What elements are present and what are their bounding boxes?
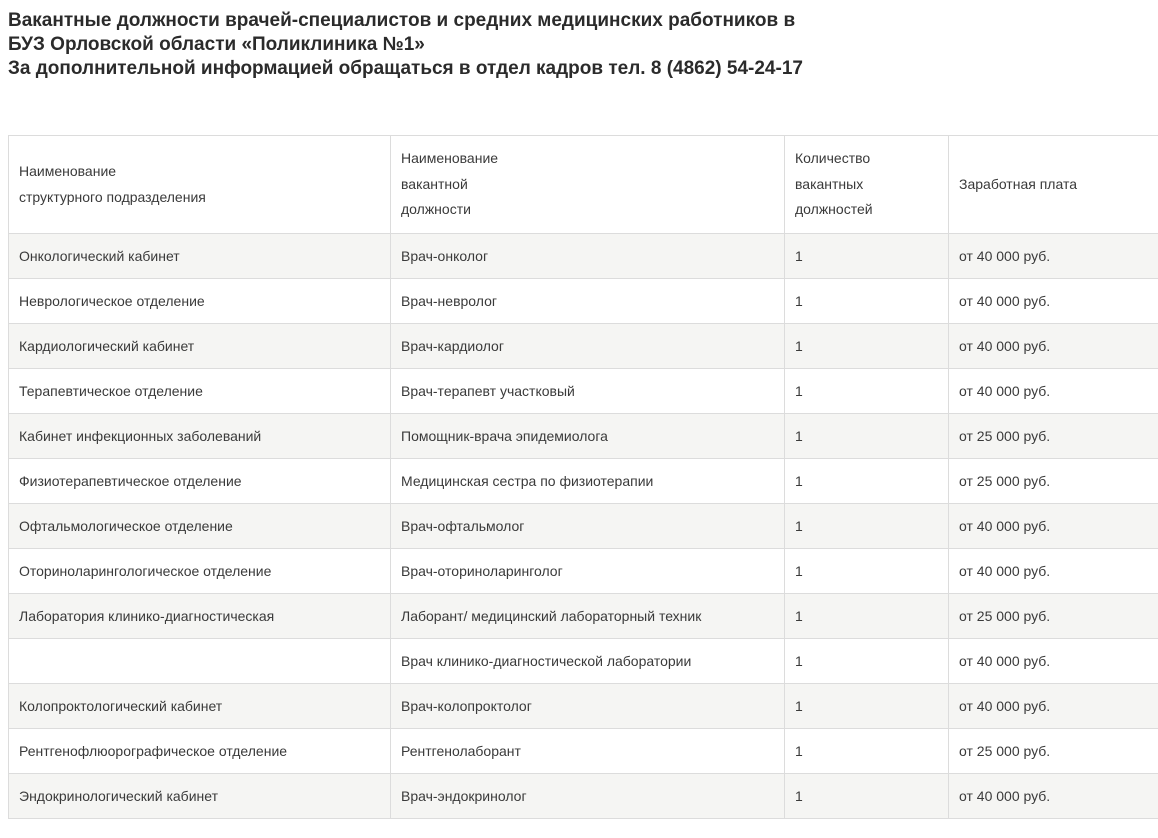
cell-count: 1: [785, 324, 949, 369]
cell-salary: от 40 000 руб.: [949, 684, 1158, 729]
vacancies-table: [8, 135, 1158, 819]
cell-position: Рентгенолаборант: [391, 729, 785, 774]
cell-count: 1: [785, 774, 949, 819]
cell-salary: от 25 000 руб.: [949, 594, 1158, 639]
cell-department: Рентгенофлюорографическое отделение: [9, 729, 391, 774]
cell-department: Кардиологический кабинет: [9, 324, 391, 369]
table-header-row: [9, 136, 1158, 234]
cell-salary: от 40 000 руб.: [949, 639, 1158, 684]
cell-position: Врач-терапевт участковый: [391, 369, 785, 414]
cell-count: 1: [785, 459, 949, 504]
table-row: [9, 594, 1158, 639]
cell-count: 1: [785, 639, 949, 684]
cell-count: 1: [785, 279, 949, 324]
cell-department: Кабинет инфекционных заболеваний: [9, 414, 391, 459]
cell-count: 1: [785, 549, 949, 594]
table-row: [9, 369, 1158, 414]
heading-line-3: За дополнительной информацией обращаться в отдел кадров тел. 8 (4862) 54-24-17: [8, 58, 803, 79]
cell-salary: от 40 000 руб.: [949, 549, 1158, 594]
cell-salary: от 40 000 руб.: [949, 234, 1158, 279]
cell-position: Врач-колопроктолог: [391, 684, 785, 729]
cell-position: Врач-оториноларинголог: [391, 549, 785, 594]
cell-salary: от 40 000 руб.: [949, 279, 1158, 324]
cell-count: 1: [785, 729, 949, 774]
table-row: [9, 459, 1158, 504]
cell-count: 1: [785, 684, 949, 729]
cell-position: Врач-онколог: [391, 234, 785, 279]
cell-salary: от 40 000 руб.: [949, 369, 1158, 414]
table-row: [9, 684, 1158, 729]
cell-department: Эндокринологический кабинет: [9, 774, 391, 819]
table-row: [9, 549, 1158, 594]
table-row: [9, 504, 1158, 549]
cell-department: [9, 639, 391, 684]
cell-salary: от 25 000 руб.: [949, 459, 1158, 504]
header-salary: Заработная плата: [949, 136, 1158, 234]
cell-department: Неврологическое отделение: [9, 279, 391, 324]
cell-department: Терапевтическое отделение: [9, 369, 391, 414]
page-heading: [8, 9, 1148, 81]
table-row: [9, 729, 1158, 774]
table-row: [9, 414, 1158, 459]
cell-salary: от 40 000 руб.: [949, 324, 1158, 369]
cell-position: Врач-эндокринолог: [391, 774, 785, 819]
cell-salary: от 25 000 руб.: [949, 729, 1158, 774]
table-row: [9, 774, 1158, 819]
cell-department: Физиотерапевтическое отделение: [9, 459, 391, 504]
cell-department: Онкологический кабинет: [9, 234, 391, 279]
heading-line-2: БУЗ Орловской области «Поликлиника №1»: [8, 34, 425, 55]
heading-line-1: Вакантные должности врачей-специалистов и средних медицинских работников в: [8, 10, 796, 31]
table-row: [9, 639, 1158, 684]
cell-count: 1: [785, 234, 949, 279]
cell-position: Врач-кардиолог: [391, 324, 785, 369]
cell-department: Колопроктологический кабинет: [9, 684, 391, 729]
cell-count: 1: [785, 369, 949, 414]
cell-salary: от 40 000 руб.: [949, 504, 1158, 549]
header-department: Наименование структурного подразделения: [9, 136, 391, 234]
header-position: Наименование вакантной должности: [391, 136, 785, 234]
cell-position: Медицинская сестра по физиотерапии: [391, 459, 785, 504]
table-row: [9, 234, 1158, 279]
cell-position: Врач клинико-диагностической лаборатории: [391, 639, 785, 684]
cell-position: Помощник-врача эпидемиолога: [391, 414, 785, 459]
cell-salary: от 25 000 руб.: [949, 414, 1158, 459]
table-row: [9, 324, 1158, 369]
cell-position: Врач-невролог: [391, 279, 785, 324]
cell-salary: от 40 000 руб.: [949, 774, 1158, 819]
header-count: Количество вакантных должностей: [785, 136, 949, 234]
cell-department: Лаборатория клинико-диагностическая: [9, 594, 391, 639]
cell-count: 1: [785, 594, 949, 639]
cell-count: 1: [785, 504, 949, 549]
cell-department: Офтальмологическое отделение: [9, 504, 391, 549]
cell-count: 1: [785, 414, 949, 459]
cell-department: Оториноларингологическое отделение: [9, 549, 391, 594]
cell-position: Врач-офтальмолог: [391, 504, 785, 549]
cell-position: Лаборант/ медицинский лабораторный техник: [391, 594, 785, 639]
table-row: [9, 279, 1158, 324]
